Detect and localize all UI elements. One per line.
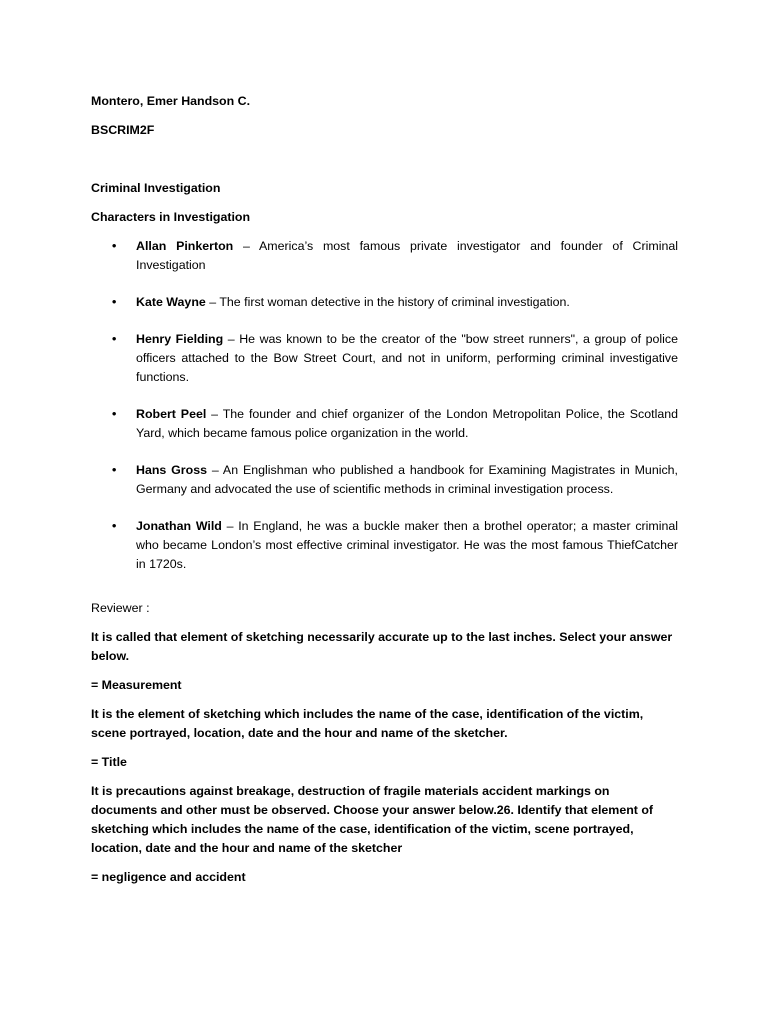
list-item	[91, 237, 678, 275]
character-description: – The first woman detective in the history of criminal investigation.	[205, 295, 570, 309]
section-title: Characters in Investigation	[91, 210, 251, 224]
list-item	[91, 293, 678, 312]
character-description: – America’s most famous private investigator and founder of Criminal Investigation	[136, 239, 678, 272]
character-description: – An Englishman who published a handbook for Examining Magistrates in Munich, Germany and advocated the use of scientific methods in criminal investigation process.	[136, 463, 678, 496]
character-name: Kate Wayne	[136, 295, 206, 309]
reviewer-answer: = Measurement	[91, 678, 182, 692]
list-item	[91, 405, 678, 443]
list-item	[91, 517, 678, 574]
character-description: – He was known to be the creator of the "bow street runners", a group of police officers attached to the Bow Street Court, and not in uniform, performing criminal investigative functions.	[136, 332, 679, 384]
reviewer-label: Reviewer :	[91, 601, 150, 615]
list-item	[91, 330, 678, 387]
character-name: Allan Pinkerton	[136, 239, 234, 253]
character-name: Robert Peel	[136, 407, 207, 421]
bullet-icon: •	[112, 332, 117, 346]
subject-title: Criminal Investigation	[91, 181, 221, 195]
reviewer-question: It is the element of sketching which includes the name of the case, identification of the victim, scene portrayed, location, date and the hour and name of the sketcher.	[91, 707, 644, 740]
character-description: – In England, he was a buckle maker then a brothel operator; a master criminal who became London’s most effective criminal investigator. He was the most famous ThiefCatcher in 1720s.	[136, 519, 678, 571]
list-item	[91, 461, 678, 499]
document-body	[91, 92, 678, 897]
bullet-icon: •	[112, 463, 117, 477]
characters-list	[91, 237, 678, 574]
character-name: Jonathan Wild	[136, 519, 222, 533]
bullet-icon: •	[112, 295, 117, 309]
bullet-icon: •	[112, 239, 117, 253]
character-description: – The founder and chief organizer of the London Metropolitan Police, the Scotland Yard, which became famous police organization in the world.	[136, 407, 678, 440]
reviewer-answer: = negligence and accident	[91, 870, 246, 884]
reviewer-question: It is precautions against breakage, destruction of fragile materials accident markings on documents and other must be observed. Choose your answer below.26. Identify that element of sketching which includes the name of the case, identification of the victim, scene portrayed, location, date and the hour and name of the sketcher	[91, 784, 654, 855]
character-name: Henry Fielding	[136, 332, 224, 346]
bullet-icon: •	[112, 519, 117, 533]
character-name: Hans Gross	[136, 463, 207, 477]
course-code: BSCRIM2F	[91, 123, 155, 137]
student-name: Montero, Emer Handson C.	[91, 94, 251, 108]
reviewer-question: It is called that element of sketching necessarily accurate up to the last inches. Select your answer below.	[91, 630, 673, 663]
bullet-icon: •	[112, 407, 117, 421]
reviewer-answer: = Title	[91, 755, 127, 769]
